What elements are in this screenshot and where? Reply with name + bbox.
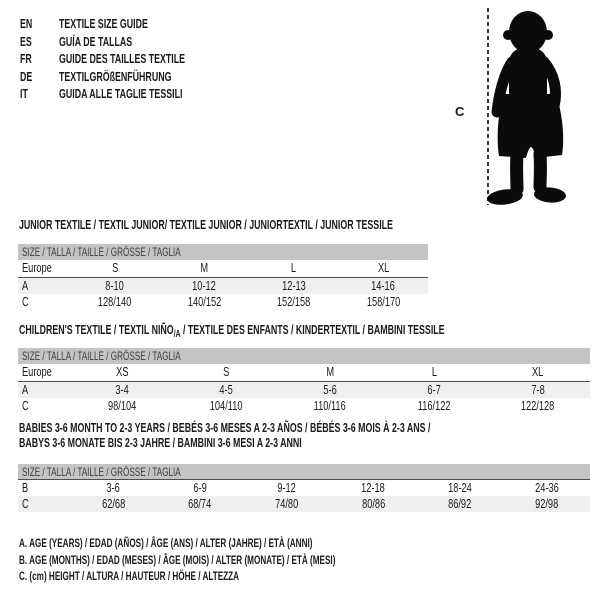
section-title-babies — [19, 420, 600, 450]
cell: 140/152 — [187, 295, 221, 309]
row-label: C — [22, 399, 29, 413]
table-row — [18, 398, 590, 414]
size-header-bar — [18, 244, 428, 260]
cell: 152/158 — [277, 295, 311, 309]
footnote-a: A. AGE (YEARS) / EDAD (AÑOS) / ÂGE (ANS) / ALTER (JAHRE) / ETÀ (ANNI) — [19, 536, 313, 550]
baby-silhouette-icon — [484, 8, 578, 206]
footnote-b: B. AGE (MONTHS) / EDAD (MESES) / ÂGE (MOIS) / ALTER (MONATE) / ETÀ (MESI) — [19, 552, 336, 567]
cell: 110/116 — [313, 399, 347, 413]
cell: 6-9 — [193, 481, 207, 495]
language-title: TEXTILE SIZE GUIDE — [59, 16, 148, 31]
col-header: M — [326, 365, 334, 379]
cell: 122/128 — [521, 399, 555, 413]
cell: 12-13 — [281, 279, 306, 293]
section-title-children — [19, 322, 600, 342]
cell: 116/122 — [417, 399, 451, 413]
table-row — [18, 480, 590, 496]
size-header-text: SIZE / TALLA / TAILLE / GRÖSSE / TAGLIA — [22, 349, 181, 363]
section-title-babies-line2: BABYS 3-6 MONATE BIS 2-3 JAHRE / BAMBINI 3-6 MESI A 2-3 ANNI — [19, 435, 302, 450]
cell: 128/140 — [98, 295, 132, 309]
cell: 92/98 — [535, 497, 559, 511]
cell: 5-6 — [323, 383, 337, 397]
size-header-text: SIZE / TALLA / TAILLE / GRÖSSE / TAGLIA — [22, 245, 181, 259]
cell: 4-5 — [219, 383, 233, 397]
language-code: DE — [20, 68, 33, 84]
cell: 7-8 — [531, 383, 545, 397]
language-code: IT — [20, 86, 28, 101]
table-header-row — [18, 364, 590, 382]
cell: 12-18 — [361, 481, 386, 495]
size-header-bar — [18, 348, 590, 364]
col-header: M — [200, 261, 209, 275]
cell: 68/74 — [188, 497, 212, 511]
language-title: GUIDA ALLE TAGLIE TESSILI — [59, 86, 183, 101]
cell: 98/104 — [107, 399, 137, 413]
height-measure-label: C — [455, 104, 465, 119]
cell: 74/80 — [275, 497, 299, 511]
babies-size-table — [18, 464, 590, 512]
language-row — [20, 50, 244, 68]
row-label: A — [22, 383, 29, 397]
section-title-babies-line1: BABIES 3-6 MONTH TO 2-3 YEARS / BEBÉS 3-6 MESES A 2-3 AÑOS / BÉBÉS 3-6 MOIS À 2-3 ANS / — [19, 420, 431, 435]
cell: 6-7 — [427, 383, 441, 397]
language-list — [20, 15, 244, 103]
language-row — [20, 15, 244, 33]
cell: 3-4 — [115, 383, 129, 397]
language-code: ES — [20, 33, 32, 49]
footnote-c: C. (cm) HEIGHT / ALTURA / HAUTEUR / HÖHE / ALTEZZA — [19, 569, 240, 583]
language-code: EN — [20, 16, 33, 31]
cell: 86/92 — [448, 497, 472, 511]
cell: 9-12 — [277, 481, 296, 495]
language-row — [20, 33, 244, 51]
language-row — [20, 85, 244, 103]
row-label: C — [22, 497, 29, 511]
cell: 80/86 — [361, 497, 385, 511]
size-header-text: SIZE / TALLA / TAILLE / GRÖSSE / TAGLIA — [22, 465, 181, 479]
col-header: S — [222, 365, 230, 379]
col-header: L — [291, 261, 297, 275]
table-row — [18, 382, 590, 398]
cell: 24-36 — [534, 481, 559, 495]
table-row — [18, 294, 428, 310]
size-header-bar — [18, 464, 590, 480]
language-row — [20, 68, 244, 86]
section-title-junior-text: JUNIOR TEXTILE / TEXTIL JUNIOR/ TEXTILE JUNIOR / JUNIORTEXTIL / JUNIOR TESSILE — [19, 217, 393, 232]
cell: 10-12 — [192, 279, 217, 293]
subscript: /A — [173, 329, 181, 340]
section-title-junior — [19, 217, 569, 232]
language-title: GUIDE DES TAILLES TEXTILE — [59, 51, 186, 66]
language-title: TEXTILGRÖßENFÜHRUNG — [59, 68, 172, 84]
cell: 104/110 — [209, 399, 243, 413]
table-header-row — [18, 260, 428, 278]
col-header: L — [431, 365, 437, 379]
col-header: Europe — [22, 365, 52, 379]
col-header: S — [111, 261, 118, 275]
cell: 62/68 — [101, 497, 125, 511]
language-code: FR — [20, 51, 32, 66]
cell: 158/170 — [366, 295, 400, 309]
junior-size-table — [18, 244, 428, 310]
col-header: XS — [115, 365, 129, 379]
col-header: Europe — [22, 261, 52, 275]
table-row — [18, 496, 590, 512]
cell: 18-24 — [448, 481, 472, 495]
row-label: A — [22, 279, 29, 293]
col-header: XL — [532, 365, 544, 379]
children-size-table — [18, 348, 590, 414]
col-header: XL — [377, 261, 389, 275]
row-label: B — [22, 481, 29, 495]
table-row — [18, 278, 428, 294]
cell: 8-10 — [105, 279, 125, 293]
cell: 3-6 — [106, 481, 121, 495]
section-title-children-text: CHILDREN'S TEXTILE / TEXTIL $NIÑO_{/A}$ / TEXTILE DES ENFANTS / KINDERTEXTIL / BAMBINI TESSILE — [19, 322, 445, 340]
language-title: GUÍA DE TALLAS — [59, 33, 133, 49]
row-label: C — [22, 295, 29, 309]
cell: 14-16 — [371, 279, 396, 293]
footnotes — [19, 535, 484, 585]
